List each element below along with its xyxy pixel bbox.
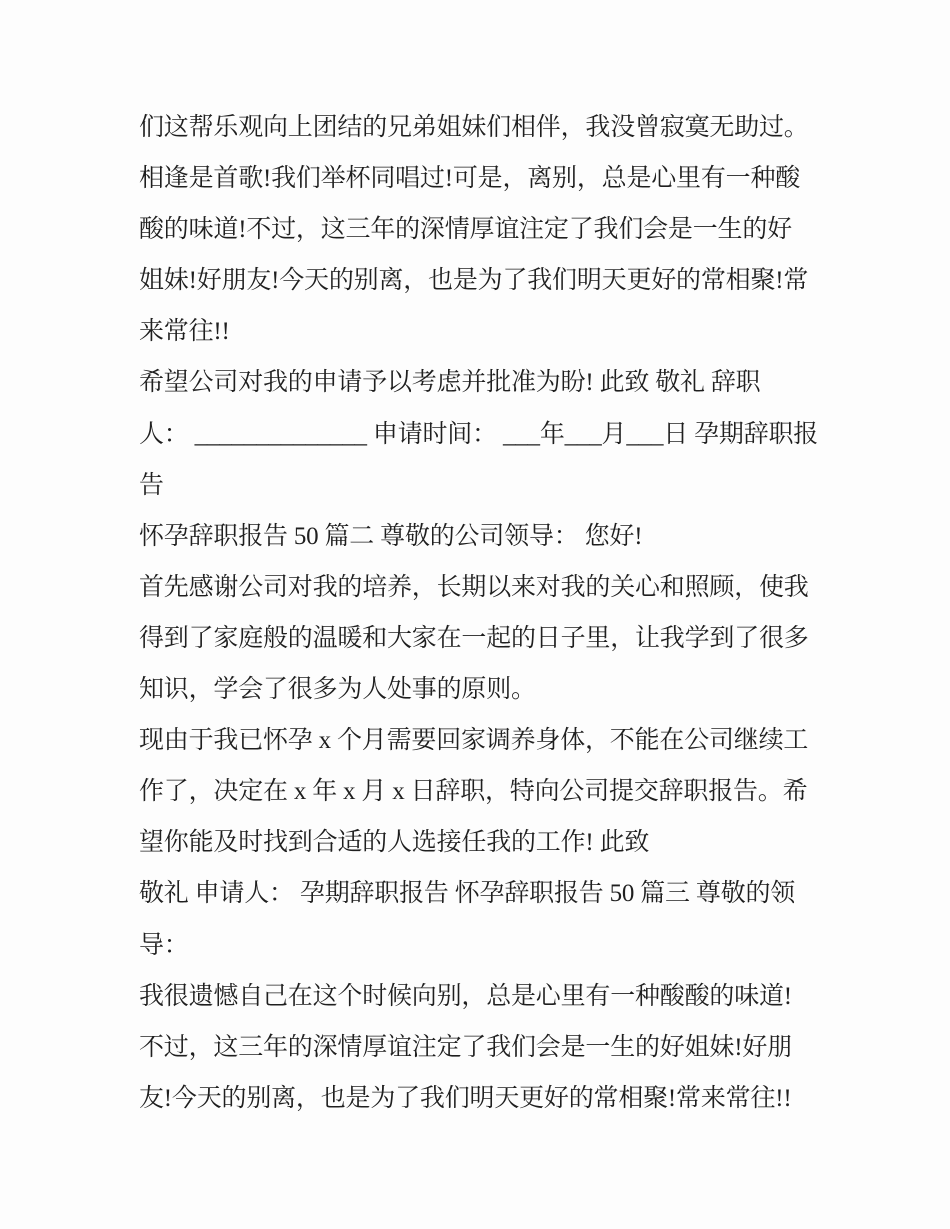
document-text-block [139,102,829,1124]
text-line: 希望公司对我的申请予以考虑并批准为盼! 此致 敬礼 辞职 [139,369,761,397]
text-line: 友!今天的别离，也是为了我们明天更好的常相聚!常来常往!! [139,1084,792,1112]
text-line: 酸的味道!不过，这三年的深情厚谊注定了我们会是一生的好 [139,216,792,244]
text-line: 知识，学会了很多为人处事的原则。 [139,676,536,704]
text-line: 来常往!! [139,318,230,346]
text-line: 人： ______________ 申请时间： ___年___月___日 孕期辞职报 [139,420,819,448]
text-line: 首先感谢公司对我的培养，长期以来对我的关心和照顾，使我 [139,573,809,601]
text-line: 作了，决定在 x 年 x 月 x 日辞职，特向公司提交辞职报告。希 [139,778,808,806]
text-line: 姐妹!好朋友!今天的别离，也是为了我们明天更好的常相聚!常 [139,267,809,295]
text-line: 现由于我已怀孕 x 个月需要回家调养身体，不能在公司继续工 [139,727,809,755]
text-line: 们这帮乐观向上团结的兄弟姐妹们相伴，我没曾寂寞无助过。 [139,114,809,141]
text-line: 得到了家庭般的温暖和大家在一起的日子里，让我学到了很多 [139,624,809,652]
text-line: 导： [139,931,189,959]
text-line: 怀孕辞职报告 50 篇二 尊敬的公司领导： 您好! [139,522,643,550]
text-line: 敬礼 申请人： 孕期辞职报告 怀孕辞职报告 50 篇三 尊敬的领 [139,880,796,908]
text-line: 不过，这三年的深情厚谊注定了我们会是一生的好姐妹!好朋 [139,1033,792,1061]
text-line: 告 [139,471,164,499]
text-line: 相逢是首歌!我们举杯同唱过!可是，离别，总是心里有一种酸 [139,165,801,193]
text-line: 望你能及时找到合适的人选接任我的工作! 此致 [139,829,650,857]
text-line: 我很遗憾自己在这个时候向别，总是心里有一种酸酸的味道! [139,982,792,1010]
